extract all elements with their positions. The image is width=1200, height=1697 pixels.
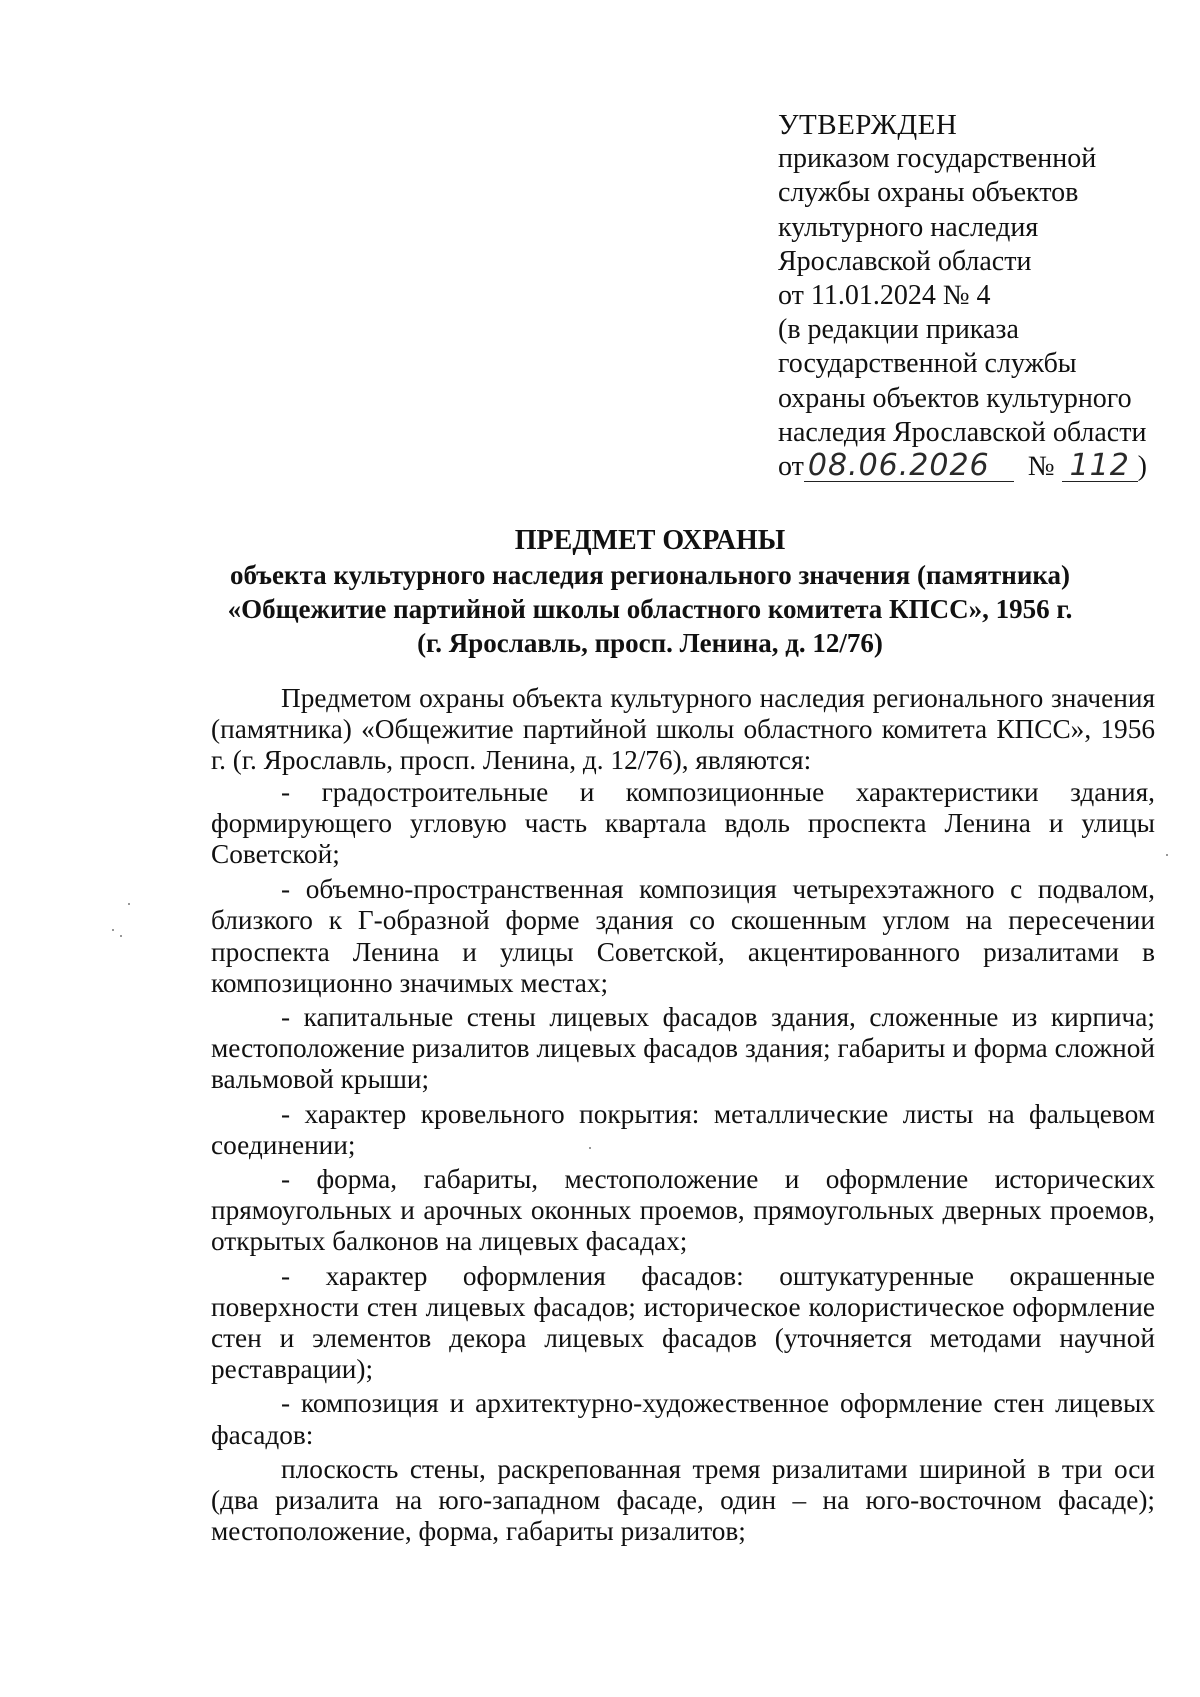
approval-stamp-block [778, 108, 1168, 484]
approval-line: государственной службы [778, 348, 1077, 380]
document-title [150, 524, 1150, 660]
body-paragraph: - градостроительные и композиционные характеристики здания, формирующего угловую часть квартала вдоль проспекта Ленина и улицы Советской; [211, 776, 1155, 870]
title-heading: ПРЕДМЕТ ОХРАНЫ [514, 525, 786, 556]
title-object-name: «Общежитие партийной школы областного комитета КПСС», 1956 г. [227, 594, 1073, 624]
approval-line: службы охраны объектов [778, 177, 1079, 209]
approval-line: наследия Ярославской области [778, 416, 1147, 448]
closing-paren: ) [1137, 451, 1147, 483]
number-sign: № [1027, 451, 1055, 483]
title-address: (г. Ярославль, просп. Ленина, д. 12/76) [417, 628, 883, 658]
body-paragraph: плоскость стены, раскрепованная тремя ризалитами шириной в три оси (два ризалита на юго-западном фасаде, один – на юго-восточном фасаде); местоположение, форма, габариты ризалитов; [211, 1453, 1155, 1547]
approval-line: Ярославской области [778, 245, 1032, 277]
scan-speck [128, 903, 130, 905]
handwritten-date: 08.06.2026 [804, 451, 1014, 482]
body-paragraph: - капитальные стены лицевых фасадов здания, сложенные из кирпича; местоположение ризалитов лицевых фасадов здания; габариты и форма сложной вальмовой крыши; [211, 1002, 1155, 1095]
body-paragraph: Предметом охраны объекта культурного наследия регионального значения (памятника) «Общежитие партийной школы областного комитета КПСС», 1956 г. (г. Ярославль, просп. Ленина, д. 12/76), являются: [211, 683, 1155, 776]
approval-line: охраны объектов культурного [778, 382, 1132, 414]
approval-line: культурного наследия [778, 211, 1039, 243]
body-paragraph: - форма, габариты, местоположение и оформление исторических прямоугольных и арочных оконных проемов, прямоугольных дверных проемов, открытых балконов на лицевых фасадах; [211, 1164, 1155, 1257]
approval-line: приказом государственной [778, 143, 1097, 175]
body-paragraph: - характер оформления фасадов: оштукатуренные окрашенные поверхности стен лицевых фасадов; историческое колористическое оформление стен и элементов декора лицевых фасадов (уточняется методами научной реставрации); [211, 1260, 1155, 1385]
approval-line: (в редакции приказа [778, 314, 1019, 346]
handwritten-number: 112 [1062, 451, 1138, 482]
scan-speck [120, 935, 122, 937]
approval-date-line [778, 450, 1168, 484]
approval-line: от 11.01.2024 № 4 [778, 280, 991, 312]
from-prefix: от [778, 451, 804, 483]
body-paragraph: - характер кровельного покрытия: металлические листы на фальцевом соединении; [211, 1098, 1155, 1160]
document-body [211, 683, 1155, 1547]
scan-speck [112, 929, 114, 931]
approval-heading: УТВЕРЖДЕН [778, 109, 958, 141]
scan-speck [589, 1147, 591, 1149]
title-subtitle: объекта культурного наследия регионального значения (памятника) [229, 560, 1071, 590]
body-paragraph: - композиция и архитектурно-художественное оформление стен лицевых фасадов: [211, 1388, 1155, 1450]
scan-speck [1166, 854, 1168, 856]
body-paragraph: - объемно-пространственная композиция четырехэтажного с подвалом, близкого к Г-образной форме здания со скошенным углом на пересечении проспекта Ленина и улицы Советской, акцентированного ризалитами в композиционно значимых местах; [211, 874, 1155, 998]
